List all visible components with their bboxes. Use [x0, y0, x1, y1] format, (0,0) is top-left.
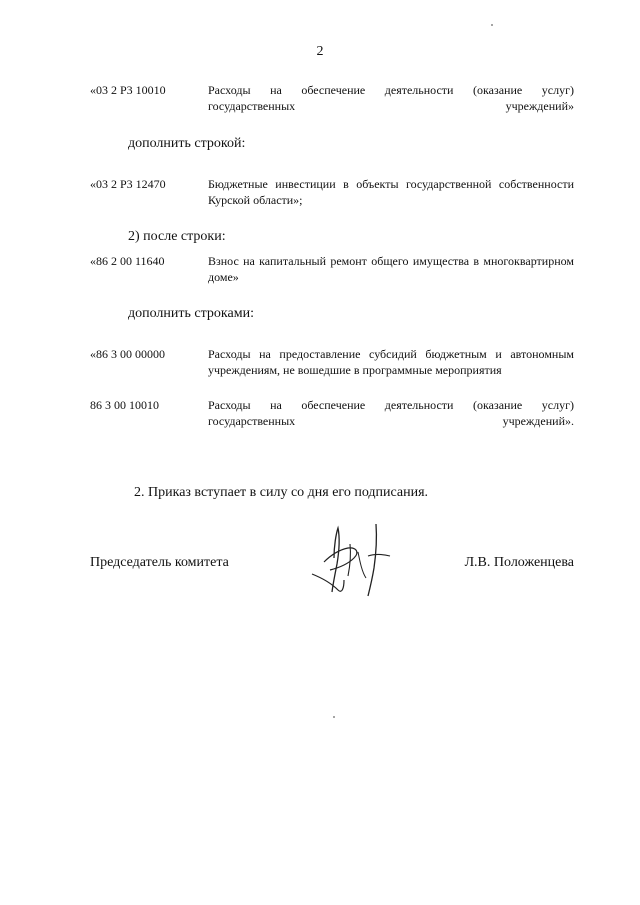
page-number: 2	[316, 44, 324, 59]
budget-description: Бюджетные инвестиции в объекты государственной собственности Курской области»;	[208, 177, 574, 207]
handwritten-signature	[304, 518, 394, 598]
add-lines-phrase: дополнить строками:	[128, 306, 254, 321]
after-line-phrase: 2) после строки:	[128, 229, 226, 244]
budget-description: Расходы на обеспечение деятельности (оказание услуг) государственных учреждений».	[208, 398, 574, 428]
budget-description: Расходы на предоставление субсидий бюджетным и автономным учреждениям, не вошедшие в программные мероприятия	[208, 347, 574, 377]
signatory-name: Л.В. Положенцева	[464, 555, 574, 570]
budget-description: Взнос на капитальный ремонт общего имущества в многоквартирном доме»	[208, 254, 574, 284]
budget-code: «03 2 Р3 12470	[90, 177, 166, 191]
budget-code: «03 2 Р3 10010	[90, 83, 166, 97]
budget-code: «86 3 00 00000	[90, 347, 165, 361]
budget-code: «86 2 00 11640	[90, 254, 165, 268]
signatory-title: Председатель комитета	[90, 555, 229, 570]
clause-2-text: 2. Приказ вступает в силу со дня его подписания.	[134, 485, 429, 500]
scan-speck	[333, 716, 335, 718]
scan-speck	[491, 24, 493, 26]
add-line-phrase: дополнить строкой:	[128, 136, 246, 151]
budget-description: Расходы на обеспечение деятельности (оказание услуг) государственных учреждений»	[208, 83, 574, 113]
budget-code: 86 3 00 10010	[90, 398, 159, 412]
